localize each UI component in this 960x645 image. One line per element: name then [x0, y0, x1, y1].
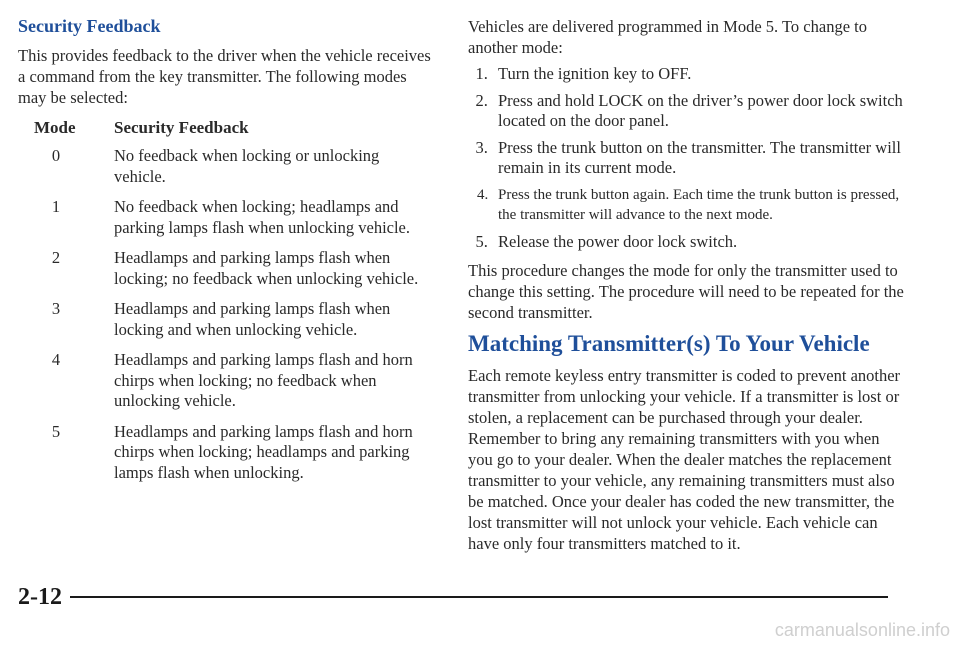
mode-table-header: [34, 118, 438, 138]
list-item: 4. Press the trunk button again. Each time the trunk button is pressed, the transmitter will advance to the next mode.: [492, 185, 908, 226]
mode-number: 0: [51, 146, 61, 165]
mode-change-steps: [468, 64, 908, 252]
feedback-column-header: Security Feedback: [114, 118, 249, 137]
mode-number: 5: [51, 421, 61, 441]
list-item: 2. Press and hold LOCK on the driver’s power door lock switch located on the door panel.: [492, 91, 908, 132]
mode-description: Headlamps and parking lamps flash and horn chirps when locking; headlamps and parking lamps flash when unlocking.: [114, 421, 413, 482]
page-number: 2-12: [18, 583, 62, 610]
footer-rule: [70, 596, 888, 598]
mode-column-header: Mode: [34, 118, 76, 137]
page-footer: [18, 582, 888, 612]
table-row: [34, 146, 438, 187]
table-row: [34, 350, 438, 412]
procedure-note: This procedure changes the mode for only the transmitter used to change this setting. The procedure will need to be repeated for the second transmitter.: [468, 261, 904, 322]
mode-number: 4: [51, 350, 61, 369]
table-row: [34, 197, 438, 238]
left-column: [18, 16, 438, 493]
mode-number: 2: [51, 248, 61, 267]
matching-transmitters-body: Each remote keyless entry transmitter is coded to prevent another transmitter from unlocking your vehicle. If a transmitter is lost or stolen, a replacement can be purchased through your dealer. Remember to bring any remaining transmitters with you when you go to your dealer. When the dealer matches the replacement transmitter to your vehicle, any remaining transmitters must also be matched. Once your dealer has coded the new transmitter, the lost transmitter will not unlock your vehicle. Each vehicle can have only four transmitters matched to it.: [468, 366, 901, 553]
list-item: 1. Turn the ignition key to OFF.: [492, 64, 908, 85]
list-item: 3. Press the trunk button on the transmitter. The transmitter will remain in its current mode.: [492, 138, 908, 179]
mode-number: 3: [51, 299, 61, 318]
mode-number: 1: [51, 197, 61, 216]
mode-description: Headlamps and parking lamps flash and horn chirps when locking; no feedback when unlocking vehicle.: [114, 350, 413, 410]
mode-description: No feedback when locking; headlamps and parking lamps flash when unlocking vehicle.: [114, 197, 411, 237]
right-column: [468, 16, 908, 554]
mode-table: [34, 118, 438, 483]
mode-description: Headlamps and parking lamps flash when locking; no feedback when unlocking vehicle.: [114, 248, 419, 288]
security-feedback-intro: This provides feedback to the driver when the vehicle receives a command from the key transmitter. The following modes may be selected:: [18, 46, 431, 107]
table-row: [34, 299, 438, 340]
mode-description: Headlamps and parking lamps flash when locking and when unlocking vehicle.: [114, 299, 391, 339]
table-row: [34, 422, 438, 484]
matching-transmitters-heading: Matching Transmitter(s) To Your Vehicle: [468, 331, 870, 356]
security-feedback-heading: Security Feedback: [18, 16, 161, 36]
mode-description: No feedback when locking or unlocking vehicle.: [114, 146, 380, 186]
watermark: carmanualsonline.info: [774, 620, 950, 640]
table-row: [34, 248, 438, 289]
mode-change-intro: Vehicles are delivered programmed in Mode 5. To change to another mode:: [468, 17, 867, 57]
list-item: 5. Release the power door lock switch.: [492, 232, 908, 253]
